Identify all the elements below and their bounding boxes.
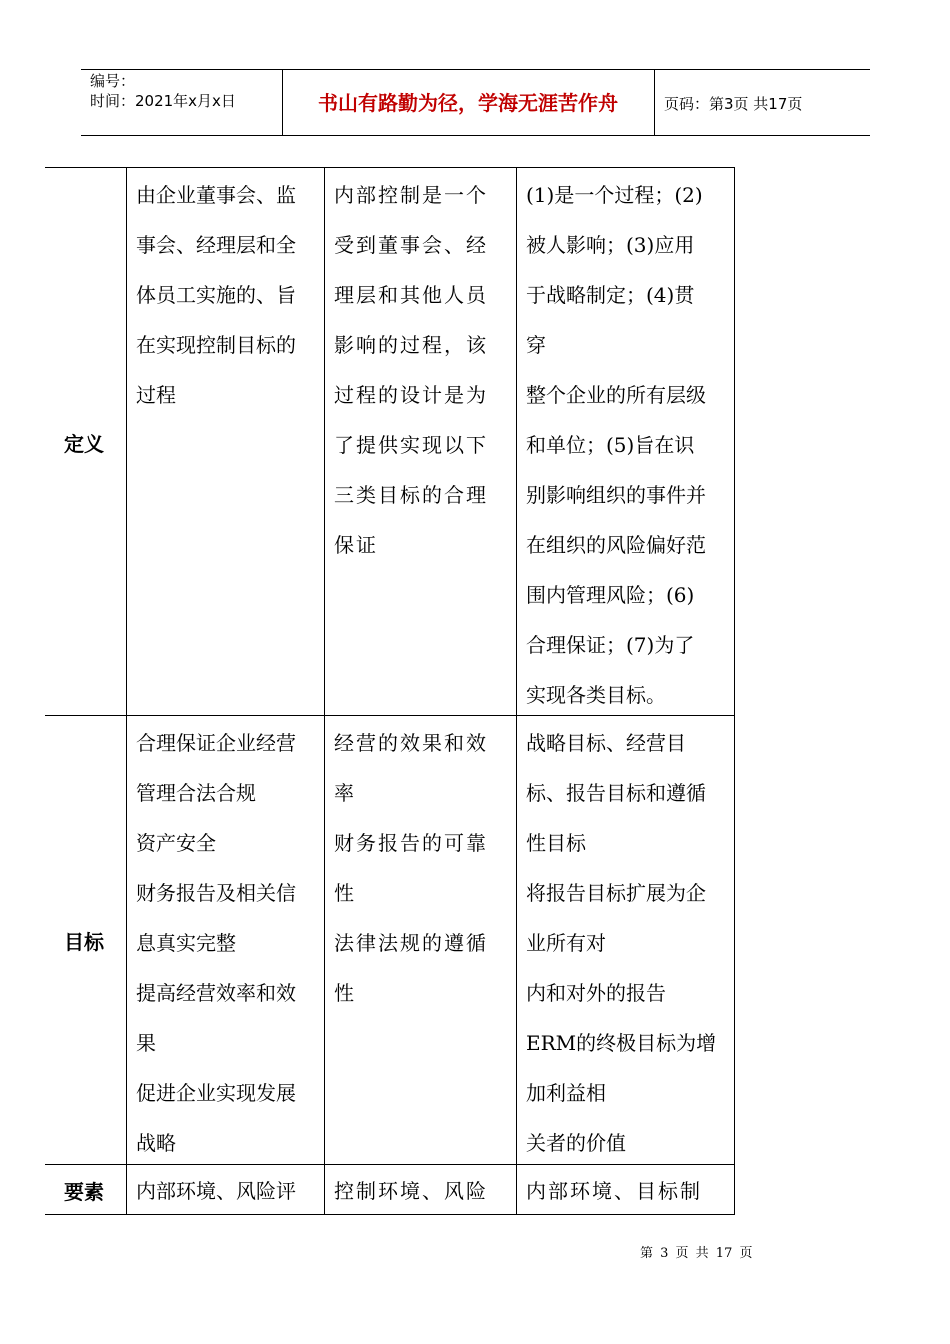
table-column-divider <box>734 167 735 1215</box>
row-label-elements: 要素 <box>64 1180 104 1204</box>
row-label-objectives: 目标 <box>64 930 104 954</box>
definition-cell-2: 内部控制是一个 受到董事会、经 理层和其他人员 影响的过程，该 过程的设计是为 了提供实现以下 三类目标的合理 保证 <box>334 183 488 557</box>
objectives-cell-3: 战略目标、经营目 标、报告目标和遵循 性目标 将报告目标扩展为企 业所有对 内和对外的报告 ERM的终极目标为增 加利益相 关者的价值 <box>526 731 717 1155</box>
row-label-definition: 定义 <box>64 432 104 456</box>
header-divider <box>654 69 655 136</box>
objectives-cell-1: 合理保证企业经营 管理合法合规 资产安全 财务报告及相关信 息真实完整 提高经营效率和效 果 促进企业实现发展 战略 <box>136 731 296 1155</box>
definition-cell-3: (1)是一个过程；(2) 被人影响；(3)应用 于战略制定；(4)贯 穿 整个企业的所有层级 和单位；(5)旨在识 别影响组织的事件并 在组织的风险偏好范 围内管理风险；(6) 合理保证；(7)为了 实现各类目标。 <box>526 183 706 707</box>
elements-cell-1: 内部环境、风险评 <box>136 1179 296 1203</box>
table-column-divider <box>126 167 127 1215</box>
definition-cell-1: 由企业董事会、监 事会、经理层和全 体员工实施的、旨 在实现控制目标的 过程 <box>136 183 296 407</box>
elements-cell-2: 控制环境、风险 <box>334 1179 488 1203</box>
header-bottom-rule <box>81 135 870 136</box>
table-column-divider <box>324 167 325 1215</box>
table-column-divider <box>516 167 517 1215</box>
table-top-border <box>45 167 735 168</box>
page-info: 页码：第3页 共17页 <box>664 95 803 113</box>
header-top-rule <box>81 69 870 70</box>
page-footer: 第 3 页 共 17 页 <box>640 1246 753 1261</box>
objectives-cell-2: 经营的效果和效 率 财务报告的可靠 性 法律法规的遵循 性 <box>334 731 488 1005</box>
header-motto: 书山有路勤为径，学海无涯苦作舟 <box>318 91 618 115</box>
elements-cell-3: 内部环境、目标制 <box>526 1179 702 1203</box>
date-text: 时间：2021年x月x日 <box>90 92 236 110</box>
serial-label: 编号： <box>90 72 136 90</box>
